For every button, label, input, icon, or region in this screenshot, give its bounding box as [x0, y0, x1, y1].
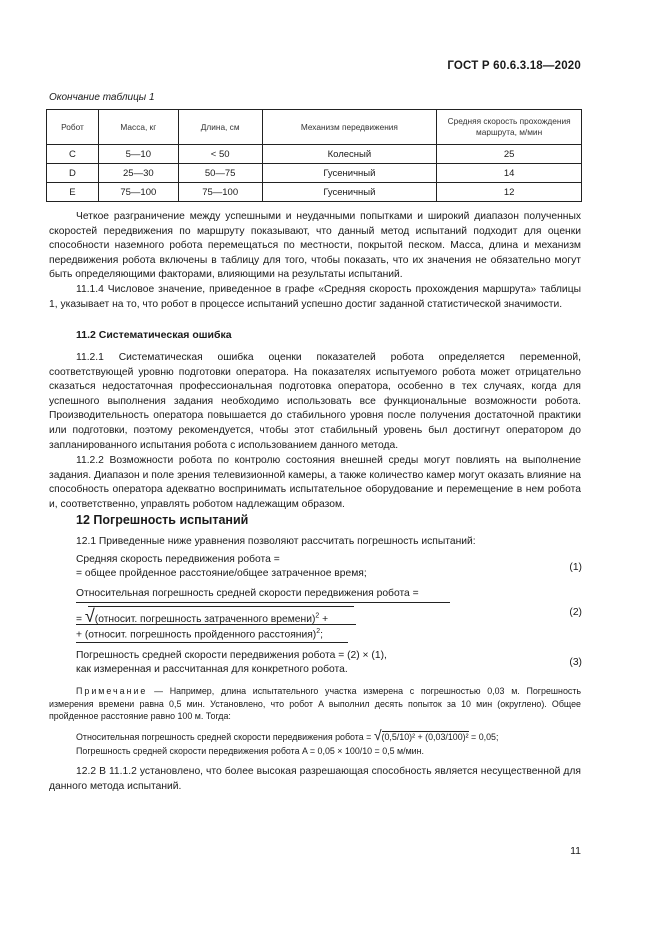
table-cell: D	[47, 164, 99, 183]
note-eq-right: = 0,05;	[471, 732, 499, 742]
paragraph-11-1-4	[49, 283, 581, 312]
equation-3-line-2: как измеренная и рассчитанная для конкретного робота.	[76, 664, 348, 675]
paragraph-12-1	[49, 535, 581, 550]
table-cell: Гусеничный	[262, 164, 437, 183]
paragraph-text: 11.2.2 Возможности робота по контролю состояния внешней среды могут повлиять на выполнение задания. Диапазон и поле зрения телевизионной камеры, а также количество камер могут оказать влияние на способность оператора адекватно воспринимать испытательное оборудование и перемещение в нем робота и, соответственно, управлять роботом надлежащим образом.	[49, 455, 581, 510]
equation-2-term-2: + (относит. погрешность пройденного расстояния)	[76, 629, 317, 641]
note-equation-2	[49, 745, 581, 758]
table-caption: Окончание таблицы 1	[49, 92, 155, 103]
section-heading-11-2: 11.2 Систематическая ошибка	[76, 329, 232, 341]
radical-bar	[88, 606, 354, 607]
table-cell: 25—30	[98, 164, 178, 183]
equation-2-rule	[76, 602, 450, 603]
table-header-row	[47, 110, 582, 145]
section-heading-12: 12 Погрешность испытаний	[76, 513, 249, 527]
table-cell: 50—75	[178, 164, 262, 183]
table-cell: 75—100	[178, 183, 262, 202]
equation-1-line-2: = общее пройденное расстояние/общее затраченное время;	[76, 568, 367, 579]
table-row	[47, 145, 582, 164]
note-paragraph	[49, 685, 581, 723]
col-header-speed: Средняя скорость прохождения маршрута, м/мин	[437, 110, 582, 145]
table-row	[47, 164, 582, 183]
note-equation-1	[49, 729, 498, 744]
table-cell: E	[47, 183, 99, 202]
square-root-icon: √	[84, 606, 95, 626]
paragraph-text: 11.2.1 Систематическая ошибка оценки показателей робота определяется переменной, соответствующей уровню подготовки оператора. На показателях испытуемого робота может отрицательно сказаться недостаточная профессиональная подготовка оператора, особенно в тех случаях, когда для успешного выполнения задания необходимо использовать все функциональные возможности робота. Производительность оператора повышается до стабильного уровня после получения достаточной практики или подготовки, поэтому рекомендуется, чтобы этот стабильный уровень был достигнут оператором до запланированного испытания робота с использованием данного метода.	[49, 352, 581, 451]
equation-1-number: (1)	[569, 562, 582, 573]
page-number: 11	[570, 845, 581, 857]
table-cell: 14	[437, 164, 582, 183]
equation-2-line-1: Относительная погрешность средней скорости передвижения робота =	[76, 588, 419, 599]
table-cell: < 50	[178, 145, 262, 164]
paragraph-text: 11.1.4 Числовое значение, приведенное в графе «Средняя скорость прохождения маршрута» таблицы 1, указывает на то, что робот в процессе испытаний успешно достиг заданной статистической значимости.	[49, 284, 581, 310]
table-cell: 25	[437, 145, 582, 164]
table-cell: 75—100	[98, 183, 178, 202]
table-cell: C	[47, 145, 99, 164]
equation-2-rule	[76, 624, 356, 625]
paragraph-text: 12.1 Приведенные ниже уравнения позволяют рассчитать погрешность испытаний:	[76, 536, 476, 547]
paragraph-12-2	[49, 765, 581, 794]
note-eq-left: Относительная погрешность средней скорости передвижения робота =	[76, 732, 372, 742]
note-text: — Например, длина испытательного участка измерена с погрешностью 0,03 м. Погрешность измерения времени равна 0,5 мин. Установлено, что робот A выполнил десять попыток за 10 мин (округлено). Общее пройденное расстояние равно 100 м. Тогда:	[49, 686, 582, 722]
standard-header: ГОСТ Р 60.6.3.18—2020	[447, 60, 581, 72]
col-header-robot: Робот	[47, 110, 99, 145]
equation-3-line-1: Погрешность средней скорости передвижения робота = (2) × (1),	[76, 650, 387, 661]
exponent: 2	[315, 612, 320, 620]
equation-1-line-1: Средняя скорость передвижения робота =	[76, 554, 280, 565]
note-eq-radicand: (0,5/10)² + (0,03/100)²	[381, 732, 469, 742]
equation-3-number: (3)	[569, 657, 582, 668]
paragraph-text: Четкое разграничение между успешными и неудачными попытками и широкий диапазон полученных скоростей передвижения по маршруту показывают, что данный метод испытаний подходит для оценки способности наземного робота перемещаться по местности, покрытой песком. Масса, длина и механизм передвижения робота включены в таблицу для того, чтобы показать, что их значения не обязательно могут быть определяющими факторами, влияющими на результаты испытаний.	[49, 211, 581, 281]
equals-sign: =	[76, 614, 83, 625]
note-eq2-text: Погрешность средней скорости передвижения робота A = 0,05 × 100/10 = 0,5 м/мин.	[76, 746, 424, 756]
paragraph-sharp-distinction	[49, 210, 581, 283]
col-header-length: Длина, см	[178, 110, 262, 145]
equation-2-rule	[76, 642, 348, 643]
data-table	[46, 109, 582, 202]
table-cell: Гусеничный	[262, 183, 437, 202]
square-root-icon: √	[373, 727, 382, 743]
table-cell: 12	[437, 183, 582, 202]
table-cell: 5—10	[98, 145, 178, 164]
equation-2-number: (2)	[569, 607, 582, 618]
col-header-mechanism: Механизм передвижения	[262, 110, 437, 145]
paragraph-text: 12.2 В 11.1.2 установлено, что более высокая разрешающая способность является несущественной для данного метода испытаний.	[49, 766, 581, 792]
paragraph-11-2-2	[49, 454, 581, 512]
note-label: Примечание	[76, 686, 148, 696]
semicolon: ;	[320, 629, 324, 641]
table-row	[47, 183, 582, 202]
equation-2-term-1: (относит. погрешность затраченного времени)	[94, 614, 316, 625]
paragraph-11-2-1	[49, 351, 581, 453]
equation-2-line-3	[76, 628, 323, 640]
exponent: 2	[316, 628, 321, 635]
table-cell: Колесный	[262, 145, 437, 164]
col-header-mass: Масса, кг	[98, 110, 178, 145]
plus-sign: +	[322, 614, 329, 625]
